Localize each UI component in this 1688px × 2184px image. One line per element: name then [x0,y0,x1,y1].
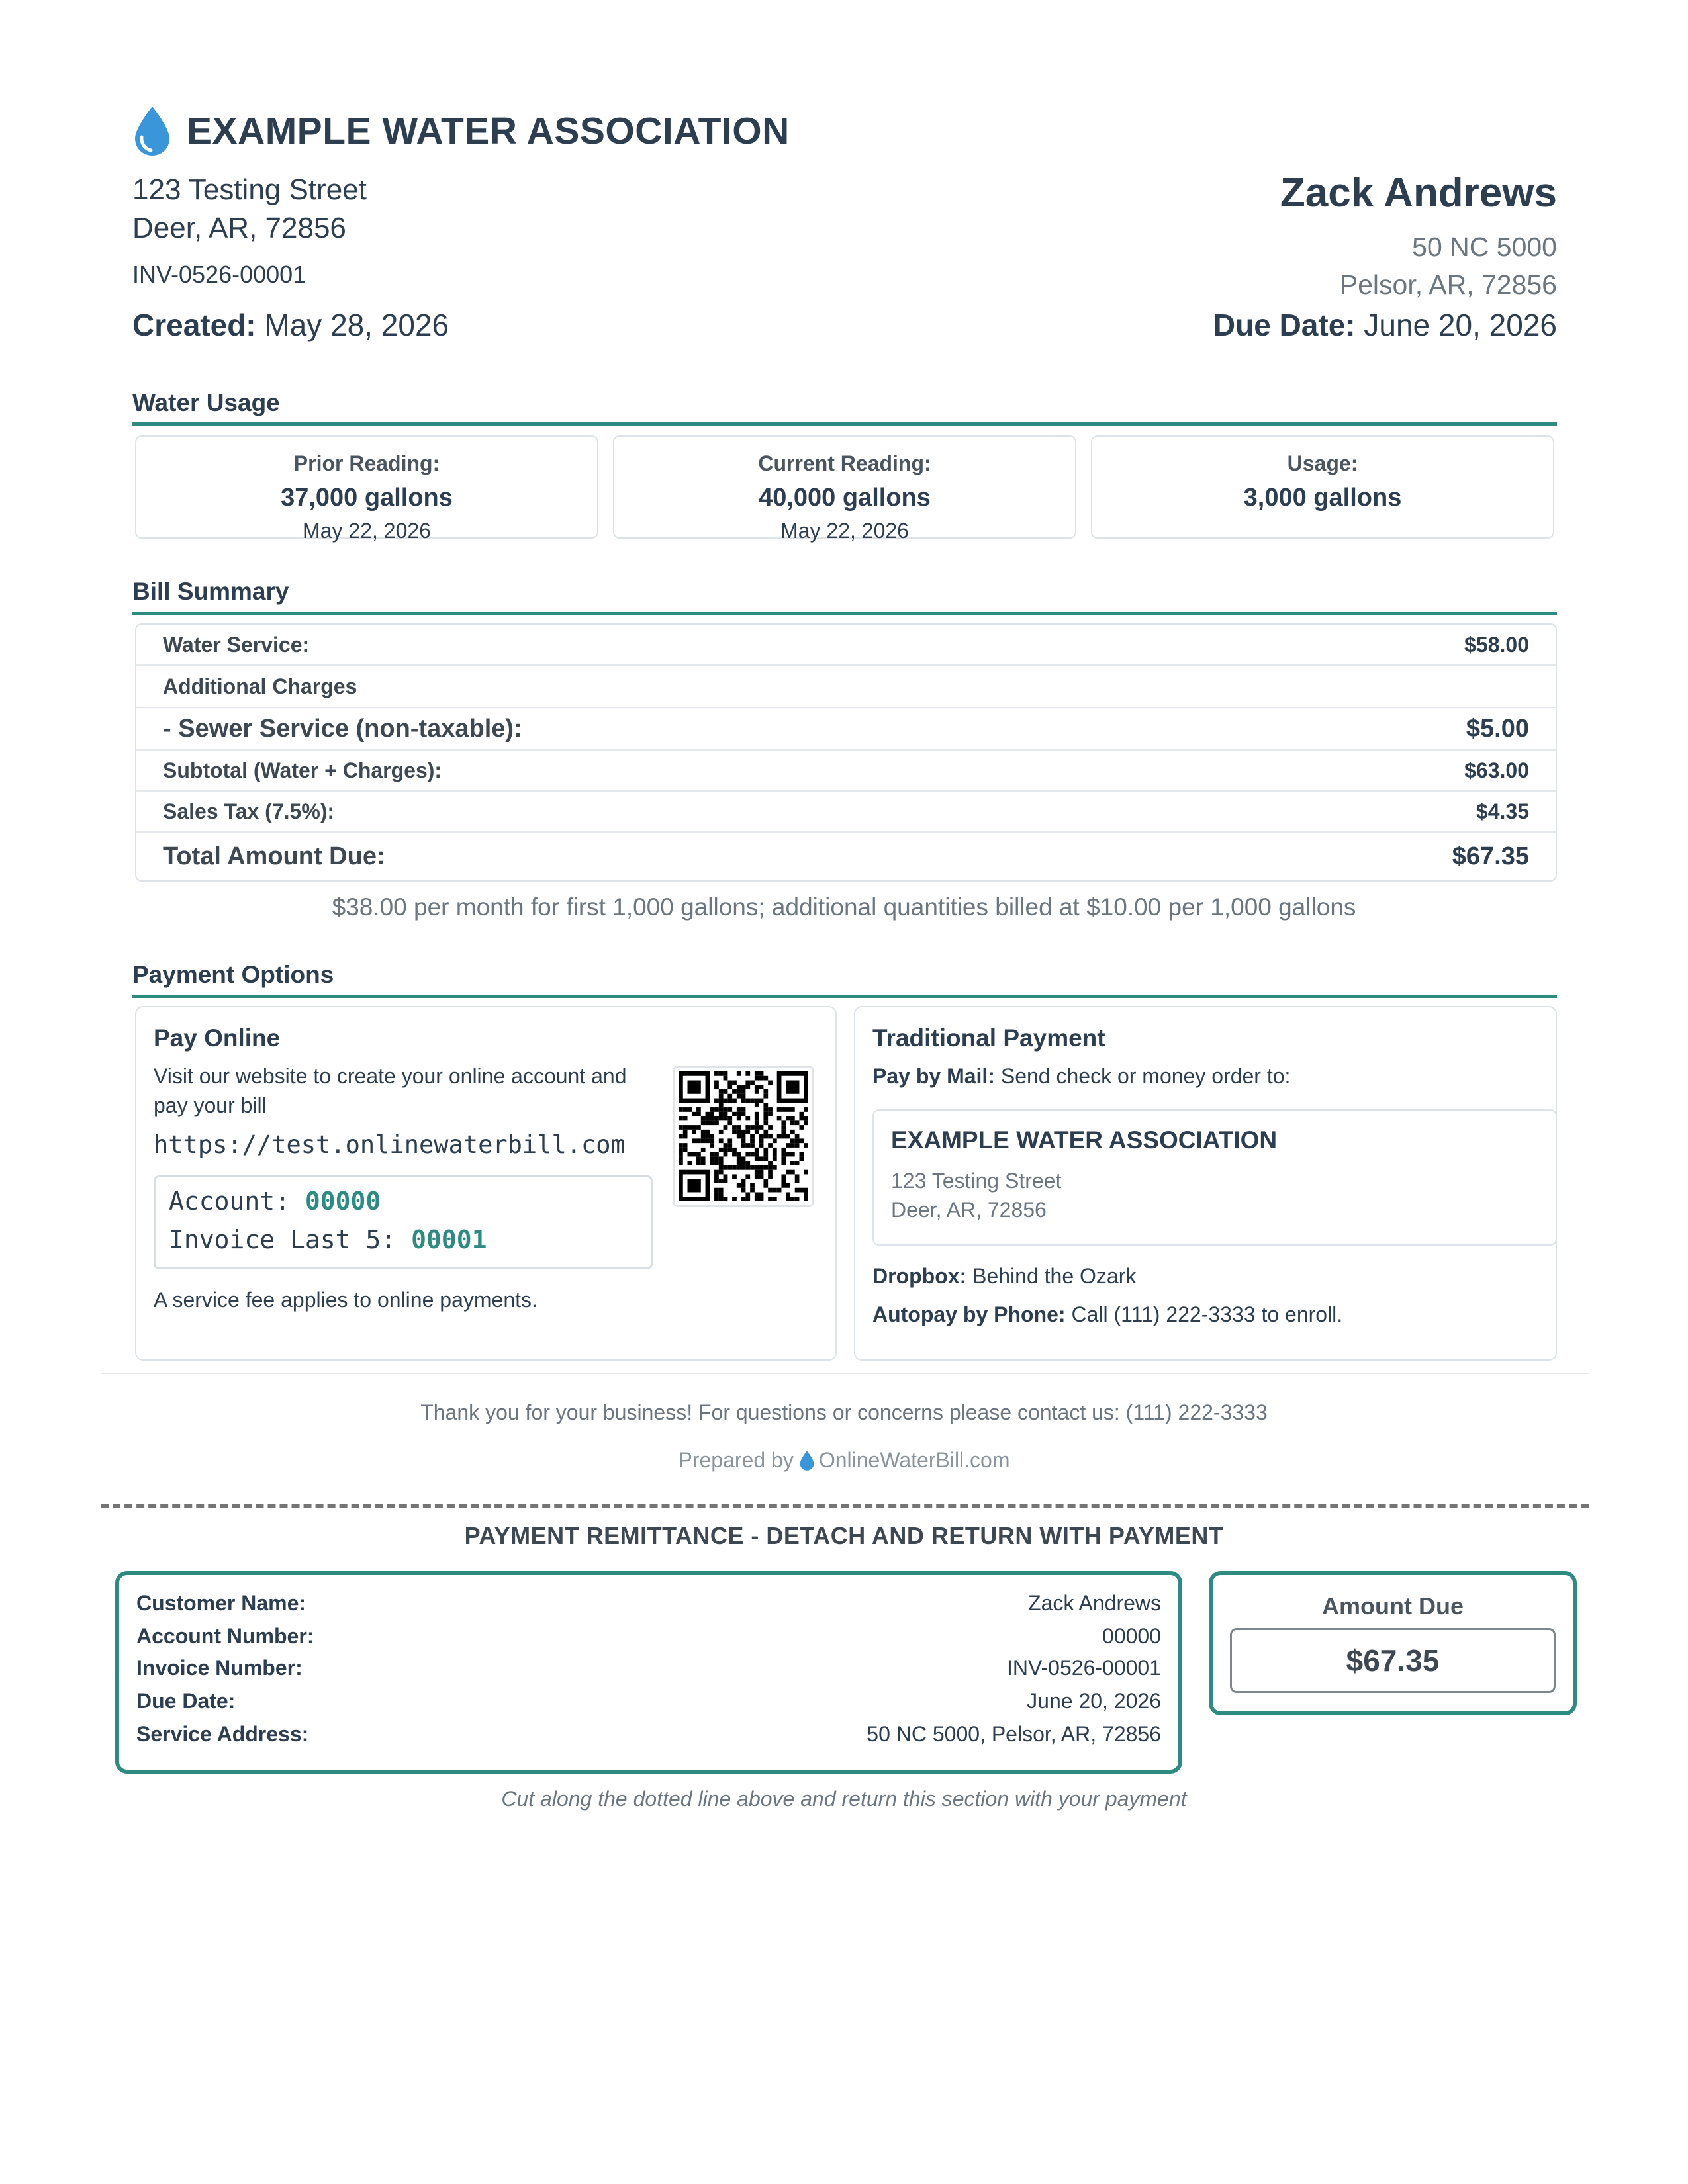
org-name: EXAMPLE WATER ASSOCIATION [187,110,790,152]
usage-card-label: Usage: [1287,451,1358,475]
remittance-row-label: Invoice Number: [136,1656,303,1680]
remittance-details-box [115,1571,1182,1774]
account-label: Account: [169,1187,291,1216]
bill-row-label: Subtotal (Water + Charges): [163,758,442,782]
water-drop-icon [132,105,172,157]
account-info-box [154,1175,653,1269]
pay-by-mail-label: Pay by Mail: [872,1064,995,1088]
remittance-row-label: Customer Name: [136,1591,306,1615]
dropbox-text: Behind the Ozark [972,1264,1137,1288]
remittance-row [136,1689,1161,1713]
customer-address-line1: 50 NC 5000 [1412,232,1557,262]
remittance-row-value: 50 NC 5000, Pelsor, AR, 72856 [867,1722,1161,1746]
due-value: June 20, 2026 [1364,308,1557,342]
amount-due-value: $67.35 [1230,1628,1556,1693]
prepared-by-label: Prepared by [678,1448,794,1472]
bill-row-additional-charges [136,666,1556,708]
prepared-by-site-link[interactable]: OnlineWaterBill.com [818,1448,1010,1472]
bill-row-label: - Sewer Service (non-taxable): [163,714,522,743]
mail-org-name: EXAMPLE WATER ASSOCIATION [891,1126,1278,1154]
bill-row-amount: $63.00 [1464,758,1529,782]
bill-row-label: Total Amount Due: [163,842,385,870]
invoice-last5-label: Invoice Last 5: [169,1225,397,1254]
customer-address-line2: Pelsor, AR, 72856 [1339,269,1557,300]
traditional-payment-title: Traditional Payment [872,1024,1105,1052]
remittance-row [136,1656,1161,1680]
bill-row-amount: $4.35 [1476,799,1529,823]
usage-card-date: May 22, 2026 [303,519,431,543]
customer-name: Zack Andrews [1280,170,1557,216]
cut-line [101,1504,1589,1508]
bill-row-label: Additional Charges [163,674,357,698]
usage-card-value: 3,000 gallons [1243,484,1402,512]
usage-card-value: 37,000 gallons [281,484,453,512]
org-header [132,105,790,158]
current-reading-card [613,435,1076,543]
usage-card-value: 40,000 gallons [759,484,931,512]
pay-online-description [154,1062,663,1120]
thank-you-note: Thank you for your business! For questions or concerns please contact us: (111) 222-3333 [420,1400,1268,1424]
bill-row-sales-tax [136,792,1556,833]
bill-summary-table [135,623,1557,882]
amount-due-box [1209,1571,1577,1715]
usage-card-label: Prior Reading: [293,451,440,475]
qr-code-icon[interactable] [673,1066,814,1207]
pay-by-mail-line [872,1062,1290,1091]
bill-row-total [136,833,1556,880]
autopay-line [872,1300,1342,1329]
org-address-line1: 123 Testing Street [132,173,367,206]
due-label: Due Date: [1213,308,1356,342]
bill-row-sewer-service [136,708,1556,751]
pay-online-card [135,1006,837,1361]
remittance-row-label: Due Date: [136,1689,236,1713]
bill-row-label: Water Service: [163,632,310,657]
amount-due-label: Amount Due [1322,1592,1464,1619]
remittance-row [136,1591,1161,1615]
usage-card-label: Current Reading: [758,451,931,475]
bill-row-amount: $58.00 [1464,632,1529,657]
usage-card-date: May 22, 2026 [780,519,909,543]
mail-address-line1: 123 Testing Street [891,1169,1062,1193]
remittance-row-value: 00000 [1102,1624,1161,1648]
remittance-row [136,1722,1161,1747]
bill-row-water-service [136,625,1556,666]
water-usage-title: Water Usage [132,389,280,416]
invoice-last5-value: 00001 [411,1225,487,1254]
remittance-row-value: Zack Andrews [1028,1591,1161,1615]
autopay-label: Autopay by Phone: [872,1302,1066,1326]
pay-online-description-line2: pay your bill [154,1093,267,1117]
autopay-text: Call (111) 222-3333 to enroll. [1071,1302,1343,1326]
customer-address [1340,228,1557,304]
pay-online-title: Pay Online [154,1024,281,1052]
dropbox-label: Dropbox: [872,1264,967,1288]
remittance-row-value: June 20, 2026 [1027,1689,1161,1713]
created-label: Created: [132,308,256,342]
bill-row-subtotal [136,751,1556,792]
bill-summary-title: Bill Summary [132,578,289,605]
org-address-line2: Deer, AR, 72856 [132,212,346,244]
prepared-by [0,1448,1688,1473]
qr-code-graphic [679,1071,808,1201]
mail-address [891,1166,1061,1224]
bill-row-amount: $67.35 [1452,842,1529,870]
section-divider [132,612,1557,615]
rate-note: $38.00 per month for first 1,000 gallons; additional quantities billed at $10.00 per 1,000 gallons [332,893,1356,921]
remittance-row [136,1624,1161,1649]
payment-url-link[interactable]: https://test.onlinewaterbill.com [154,1130,626,1159]
remittance-title: PAYMENT REMITTANCE - DETACH AND RETURN WITH PAYMENT [464,1522,1224,1549]
pay-by-mail-text: Send check or money order to: [1000,1064,1291,1088]
mail-address-line2: Deer, AR, 72856 [891,1198,1047,1222]
section-divider [132,422,1557,426]
traditional-payment-card [854,1006,1557,1361]
bill-row-amount: $5.00 [1466,714,1529,743]
remittance-row-value: INV-0526-00001 [1006,1656,1161,1680]
service-fee-note: A service fee applies to online payments. [154,1288,538,1312]
org-address [132,171,367,248]
section-divider [132,995,1557,998]
prior-reading-card [135,435,598,543]
invoice-last5-line [169,1225,487,1254]
created-value: May 28, 2026 [264,308,449,342]
mailing-address-box [872,1109,1557,1246]
remittance-row-label: Account Number: [136,1624,314,1648]
invoice-number: INV-0526-00001 [132,261,306,288]
created-date [132,307,449,343]
dropbox-line [872,1261,1136,1291]
usage-card [1091,435,1554,539]
due-date [1213,307,1557,343]
remittance-row-label: Service Address: [136,1722,309,1746]
footer-divider [101,1373,1589,1374]
account-value: 00000 [305,1187,381,1216]
payment-options-title: Payment Options [132,961,334,988]
cut-instructions: Cut along the dotted line above and return this section with your payment [501,1787,1187,1811]
pay-online-description-line1: Visit our website to create your online account and [154,1064,627,1088]
water-drop-icon [799,1450,815,1471]
bill-row-label: Sales Tax (7.5%): [163,799,335,823]
account-line [169,1187,381,1216]
